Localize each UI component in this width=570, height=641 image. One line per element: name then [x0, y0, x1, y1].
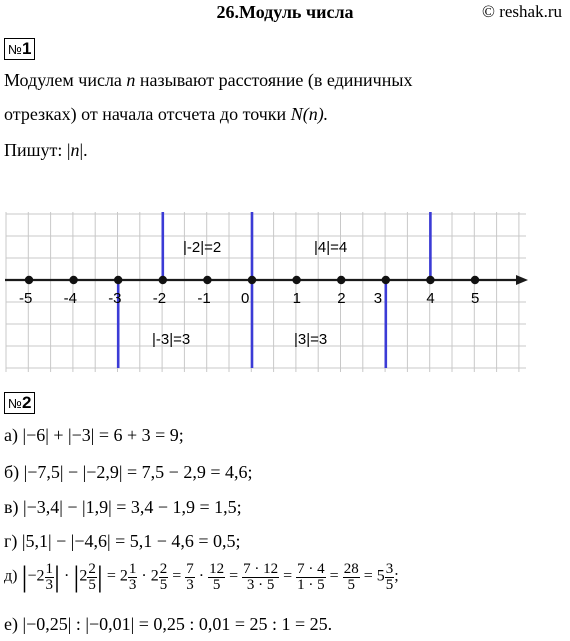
equation-e: д) |−2 $\frac{1}{3}$ | · |2 $\frac{2}{5}$ | = 2 $\frac{1}{3}$ · 2 $\frac{2}{5}$ = $\frac{7}{3}$ · $\frac{12}{5}$ = $\frac{7 \cdot 12}{3 \cdot 5}$ = $\frac{7 \cdot 4}{1 \cdot 5}$ = $\frac{28}{5}$ = 5 $\frac{3}{5}$ ; — [4, 560, 399, 593]
definition-line-2: отрезках) от начала отсчета до точки N(n). — [4, 104, 329, 124]
notation-line: Пишут: |n|. — [4, 140, 88, 160]
axis-point — [382, 276, 390, 284]
equation-f: е) |−0,25| : |−0,01| = 0,25 : 0,01 = 25 : 1 = 25. — [4, 614, 333, 634]
tick-label: -1 — [197, 290, 211, 307]
axis-point — [292, 276, 300, 284]
axis-point — [337, 276, 345, 284]
site-credit: © reshak.ru — [482, 2, 562, 21]
page-title: 26.Модуль числа — [216, 2, 354, 22]
tick-label: 1 — [292, 290, 301, 307]
axis-point — [203, 276, 211, 284]
label-abs-minus-2: |-2|=2 — [183, 239, 222, 256]
tick-label: -5 — [19, 290, 33, 307]
axis-point — [69, 276, 77, 284]
equation-b: б) |−7,5| − |−2,9| = 7,5 − 2,9 = 4,6; — [4, 462, 253, 482]
tick-label: -3 — [108, 290, 122, 307]
definition-line-1: Модулем числа n называют расстояние (в единичных — [4, 70, 413, 90]
task-number-1: №1 — [4, 38, 35, 60]
equation-a: а) |−6| + |−3| = 6 + 3 = 9; — [4, 425, 184, 445]
tick-label: 3 — [373, 290, 383, 307]
axis-point — [471, 276, 479, 284]
axis-point — [248, 276, 256, 284]
task-number-2: №2 — [4, 392, 35, 414]
tick-label: 5 — [471, 290, 480, 307]
number-line-figure — [0, 200, 570, 380]
tick-label: 2 — [337, 290, 346, 307]
axis-point — [25, 276, 33, 284]
equation-c: в) |−3,4| − |1,9| = 3,4 − 1,9 = 1,5; — [4, 497, 242, 517]
label-abs-3: |3|=3 — [294, 331, 328, 348]
tick-label: -4 — [63, 290, 77, 307]
axis-point — [114, 276, 122, 284]
label-abs-4: |4|=4 — [314, 239, 348, 256]
grid — [6, 212, 526, 372]
tick-labels — [19, 290, 479, 307]
tick-label: 4 — [426, 290, 435, 307]
tick-label: -2 — [152, 290, 167, 307]
axis-point — [426, 276, 434, 284]
tick-label: 0 — [241, 290, 250, 307]
axis-point — [159, 276, 167, 284]
axis-arrow — [516, 275, 528, 285]
equation-d: г) |5,1| − |−4,6| = 5,1 − 4,6 = 0,5; — [4, 531, 241, 551]
label-abs-minus-3: |-3|=3 — [152, 331, 191, 348]
